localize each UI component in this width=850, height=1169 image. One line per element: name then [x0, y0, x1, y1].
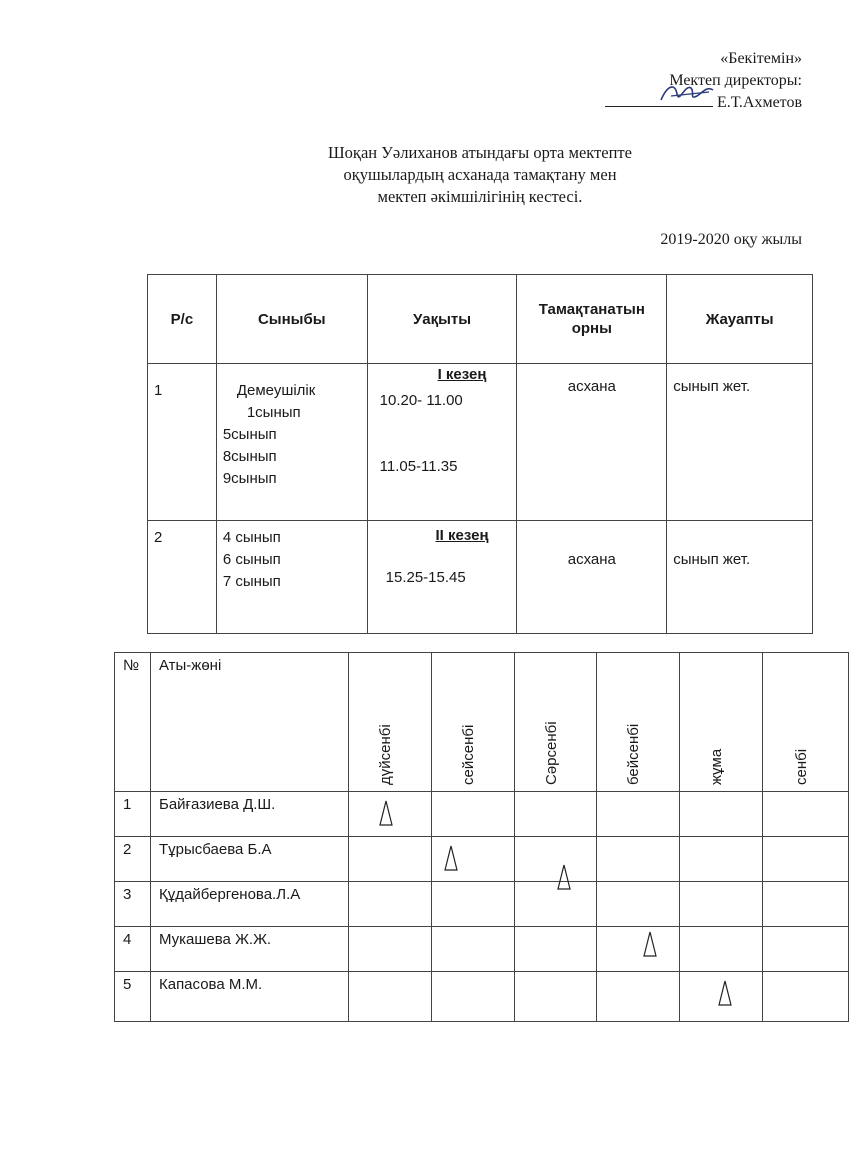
duty-name: Байғазиева Д.Ш. — [150, 792, 348, 837]
header-number: № — [115, 653, 151, 792]
duty-header-row — [115, 653, 849, 792]
class-item: 9сынып — [222, 470, 277, 487]
row-responsible: сынып жет. — [667, 521, 813, 634]
duty-cell — [680, 792, 763, 837]
header-class: Сыныбы — [216, 275, 367, 364]
duty-cell — [680, 837, 763, 882]
time-range: 11.05-11.35 — [379, 458, 458, 475]
duty-cell — [514, 882, 597, 927]
duty-number: 2 — [115, 837, 151, 882]
director-name: Е.Т.Ахметов — [716, 94, 802, 111]
header-time: Уақыты — [367, 275, 517, 364]
period-label: ІІ кезең — [435, 527, 489, 544]
duty-cell — [680, 927, 763, 972]
row-responsible: сынып жет. — [667, 364, 813, 521]
period-label: І кезең — [437, 366, 487, 383]
duty-cell — [763, 972, 849, 1022]
duty-cell — [348, 792, 431, 837]
duty-cell — [680, 882, 763, 927]
duty-triangle-mark — [444, 845, 458, 871]
duty-cell — [348, 927, 431, 972]
meal-schedule-table — [147, 274, 813, 634]
approval-block — [605, 48, 802, 114]
director-label: Мектеп директоры: — [669, 72, 802, 89]
day-header — [763, 653, 849, 792]
row-place: асхана — [517, 364, 667, 521]
title-line-2: оқушылардың асханада тамақтану мен — [343, 165, 617, 184]
day-label: жұма — [708, 748, 726, 785]
class-item: 5сынып — [222, 426, 277, 443]
duty-triangle-mark — [557, 864, 571, 890]
duty-number: 1 — [115, 792, 151, 837]
duty-cell — [514, 837, 597, 882]
duty-cell — [763, 837, 849, 882]
duty-cell — [597, 792, 680, 837]
time-range: 10.20- 11.00 — [379, 392, 463, 409]
day-header — [514, 653, 597, 792]
approval-heading: «Бекітемін» — [720, 50, 802, 67]
duty-number: 3 — [115, 882, 151, 927]
director-signature-row — [605, 92, 802, 114]
duty-row — [115, 882, 849, 927]
row-time — [367, 521, 517, 634]
title-line-1: Шоқан Уәлиханов атындағы орта мектепте — [328, 143, 632, 162]
handwritten-signature — [657, 78, 717, 106]
day-header — [680, 653, 763, 792]
day-label: дүйсенбі — [376, 724, 394, 785]
academic-year: 2019-2020 оқу жылы — [660, 231, 802, 248]
day-label: Сәрсенбі — [542, 721, 560, 785]
duty-cell — [763, 882, 849, 927]
duty-cell — [514, 972, 597, 1022]
duty-cell — [597, 837, 680, 882]
schedule-row — [148, 364, 813, 521]
duty-name: Капасова М.М. — [150, 972, 348, 1022]
duty-cell — [597, 927, 680, 972]
duty-cell — [431, 882, 514, 927]
class-item: 7 сынып — [222, 573, 281, 590]
class-item: 4 сынып — [222, 529, 281, 546]
row-number: 1 — [148, 364, 217, 521]
duty-row — [115, 927, 849, 972]
class-item: 1сынып — [246, 404, 301, 421]
day-label: сейсенбі — [459, 724, 477, 785]
duty-triangle-mark — [379, 800, 393, 826]
duty-cell — [348, 882, 431, 927]
duty-table — [114, 652, 849, 1022]
duty-cell — [763, 792, 849, 837]
header-place: Тамақтанатын орны — [517, 275, 667, 364]
duty-triangle-mark — [718, 980, 732, 1006]
duty-cell — [514, 927, 597, 972]
class-item: 6 сынып — [222, 551, 281, 568]
day-header — [597, 653, 680, 792]
day-header — [431, 653, 514, 792]
class-item: Демеушілік — [236, 382, 316, 399]
duty-cell — [431, 792, 514, 837]
duty-row — [115, 792, 849, 837]
duty-number: 5 — [115, 972, 151, 1022]
duty-cell — [763, 927, 849, 972]
time-range: 15.25-15.45 — [385, 569, 466, 586]
signature-line — [605, 92, 713, 107]
duty-row — [115, 837, 849, 882]
row-classes — [216, 521, 367, 634]
row-time — [367, 364, 517, 521]
header-responsible: Жауапты — [667, 275, 813, 364]
duty-row — [115, 972, 849, 1022]
schedule-header-row — [148, 275, 813, 364]
duty-cell — [597, 972, 680, 1022]
day-label: сенбі — [792, 748, 810, 785]
duty-triangle-mark — [643, 931, 657, 957]
duty-cell — [348, 837, 431, 882]
duty-name: Тұрысбаева Б.А — [150, 837, 348, 882]
schedule-row — [148, 521, 813, 634]
day-label: бейсенбі — [625, 723, 643, 785]
day-header — [348, 653, 431, 792]
document-title — [250, 142, 710, 208]
header-number: Р/с — [148, 275, 217, 364]
row-number: 2 — [148, 521, 217, 634]
duty-cell — [431, 927, 514, 972]
duty-cell — [597, 882, 680, 927]
row-place: асхана — [517, 521, 667, 634]
header-name: Аты-жөні — [150, 653, 348, 792]
duty-name: Құдайбергенова.Л.А — [150, 882, 348, 927]
class-item: 8сынып — [222, 448, 277, 465]
duty-cell — [431, 972, 514, 1022]
duty-cell — [680, 972, 763, 1022]
duty-number: 4 — [115, 927, 151, 972]
row-classes — [216, 364, 367, 521]
duty-cell — [348, 972, 431, 1022]
duty-cell — [514, 792, 597, 837]
duty-cell — [431, 837, 514, 882]
duty-name: Мукашева Ж.Ж. — [150, 927, 348, 972]
title-line-3: мектеп әкімшілігінің кестесі. — [377, 187, 583, 206]
